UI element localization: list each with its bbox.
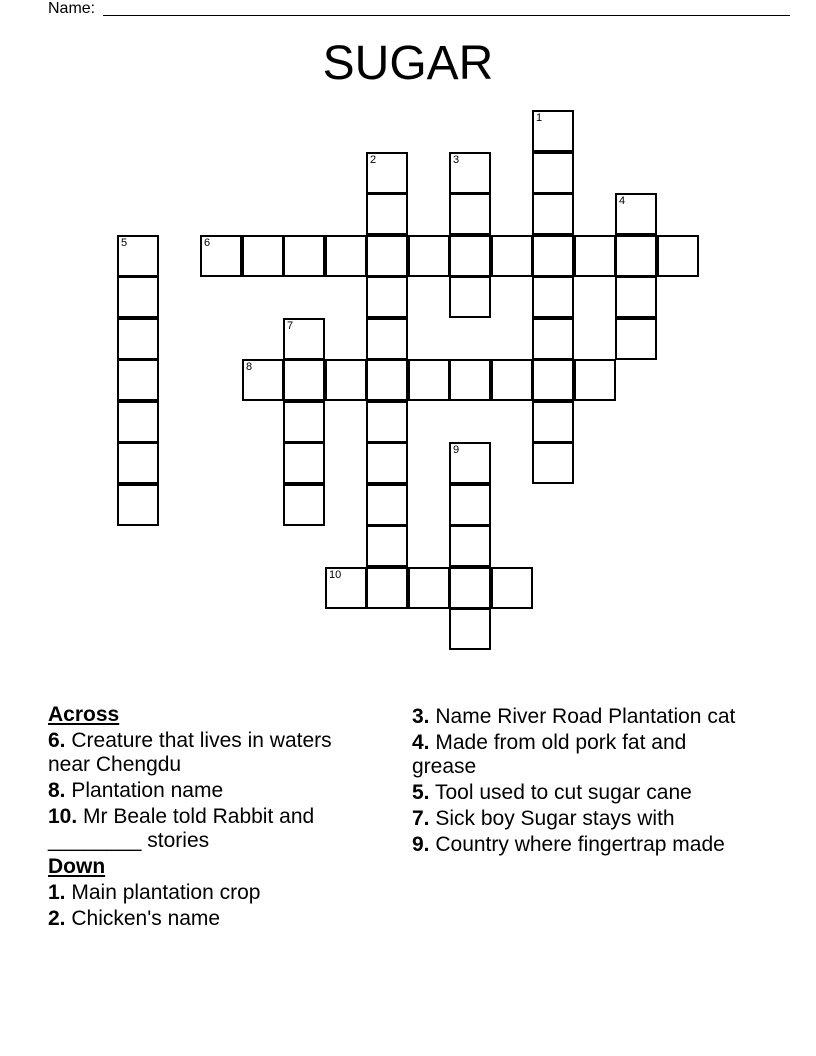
down-heading: Down [48,855,106,878]
clue-text: Country where fingertrap made [429,833,725,856]
crossword-cell[interactable] [532,442,574,484]
crossword-cell[interactable] [366,235,408,277]
crossword-cell[interactable] [283,442,325,484]
crossword-cell[interactable] [491,235,533,277]
crossword-cell[interactable] [366,442,408,484]
crossword-cell[interactable] [117,318,159,360]
crossword-cell[interactable] [366,567,408,609]
crossword-cell[interactable] [491,359,533,401]
crossword-cell[interactable] [366,401,408,443]
crossword-cell[interactable] [366,152,408,194]
crossword-cell[interactable] [117,484,159,526]
page-title: SUGAR [322,37,494,90]
crossword-cell[interactable] [408,359,450,401]
clue-across-8 [48,779,368,803]
clue-text: Creature that lives in waters near Chengdu [48,729,332,776]
crossword-cell[interactable] [242,235,284,277]
across-heading: Across [48,703,120,726]
crossword-cell[interactable] [615,235,657,277]
crossword-cell[interactable] [200,235,242,277]
clue-text: Name River Road Plantation cat [429,705,736,728]
crossword-cell[interactable] [117,235,159,277]
crossword-cell[interactable] [117,442,159,484]
crossword-cell[interactable] [449,276,491,318]
crossword-cell[interactable] [532,318,574,360]
crossword-cell[interactable] [117,276,159,318]
cell-number: 4 [619,195,626,207]
cell-number: 5 [121,237,128,249]
crossword-cell[interactable] [408,567,450,609]
name-label: Name: [48,0,96,17]
cell-number: 9 [453,444,460,456]
crossword-cell[interactable] [449,193,491,235]
crossword-cell[interactable] [615,193,657,235]
crossword-cell[interactable] [366,359,408,401]
clue-down-4 [412,731,752,779]
crossword-cell[interactable] [366,193,408,235]
clue-text: Plantation name [65,779,224,802]
clue-text: Main plantation crop [65,881,261,904]
crossword-cell[interactable] [491,567,533,609]
clue-text: Made from old pork fat and grease [412,731,687,778]
crossword-cell[interactable] [449,442,491,484]
clue-number: 1. [48,881,66,904]
clue-text: Tool used to cut sugar cane [429,781,692,804]
crossword-cell[interactable] [657,235,699,277]
clue-number: 2. [48,907,66,930]
crossword-cell[interactable] [117,359,159,401]
clue-across-10 [48,805,368,853]
crossword-cell[interactable] [449,359,491,401]
cell-number: 2 [370,154,377,166]
clue-down-2 [48,907,368,931]
crossword-cell[interactable] [449,152,491,194]
crossword-cell[interactable] [615,276,657,318]
crossword-cell[interactable] [117,401,159,443]
crossword-cell[interactable] [325,359,367,401]
crossword-cell[interactable] [532,359,574,401]
clue-down-3 [412,705,752,729]
cell-number: 6 [204,237,211,249]
crossword-cell[interactable] [532,193,574,235]
clue-number: 10. [48,805,78,828]
crossword-cell[interactable] [283,484,325,526]
clues-left-column [48,703,368,933]
crossword-cell[interactable] [283,318,325,360]
crossword-cell[interactable] [325,567,367,609]
clue-number: 9. [412,833,430,856]
clue-text: Chicken's name [65,907,221,930]
crossword-cell[interactable] [574,359,616,401]
clue-across-6 [48,729,368,777]
crossword-cell[interactable] [449,608,491,650]
crossword-cell[interactable] [366,318,408,360]
crossword-cell[interactable] [532,110,574,152]
crossword-cell[interactable] [532,401,574,443]
clue-down-7 [412,807,752,831]
cell-number: 1 [536,112,543,124]
clue-number: 4. [412,731,430,754]
crossword-cell[interactable] [283,235,325,277]
clue-number: 6. [48,729,66,752]
clue-text: Sick boy Sugar stays with [429,807,675,830]
crossword-cell[interactable] [366,484,408,526]
crossword-cell[interactable] [449,235,491,277]
crossword-cell[interactable] [366,276,408,318]
clue-number: 5. [412,781,430,804]
crossword-cell[interactable] [408,235,450,277]
clue-down-1 [48,881,368,905]
clue-down-5 [412,781,752,805]
crossword-cell[interactable] [449,484,491,526]
clues-right-column [412,703,752,859]
crossword-cell[interactable] [449,525,491,567]
cell-number: 3 [453,154,460,166]
cell-number: 8 [246,361,253,373]
crossword-cell[interactable] [366,525,408,567]
crossword-cell[interactable] [574,235,616,277]
crossword-cell[interactable] [532,276,574,318]
clue-number: 7. [412,807,430,830]
crossword-cell[interactable] [242,359,284,401]
crossword-cell[interactable] [532,235,574,277]
crossword-cell[interactable] [615,318,657,360]
crossword-cell[interactable] [532,152,574,194]
cell-number: 10 [329,569,342,581]
clue-down-9 [412,833,752,857]
clue-number: 3. [412,705,430,728]
crossword-cell[interactable] [283,401,325,443]
cell-number: 7 [287,320,294,332]
clue-number: 8. [48,779,66,802]
crossword-cell[interactable] [449,567,491,609]
crossword-cell[interactable] [283,359,325,401]
clue-text: Mr Beale told Rabbit and ________ stories [48,805,315,852]
crossword-cell[interactable] [325,235,367,277]
